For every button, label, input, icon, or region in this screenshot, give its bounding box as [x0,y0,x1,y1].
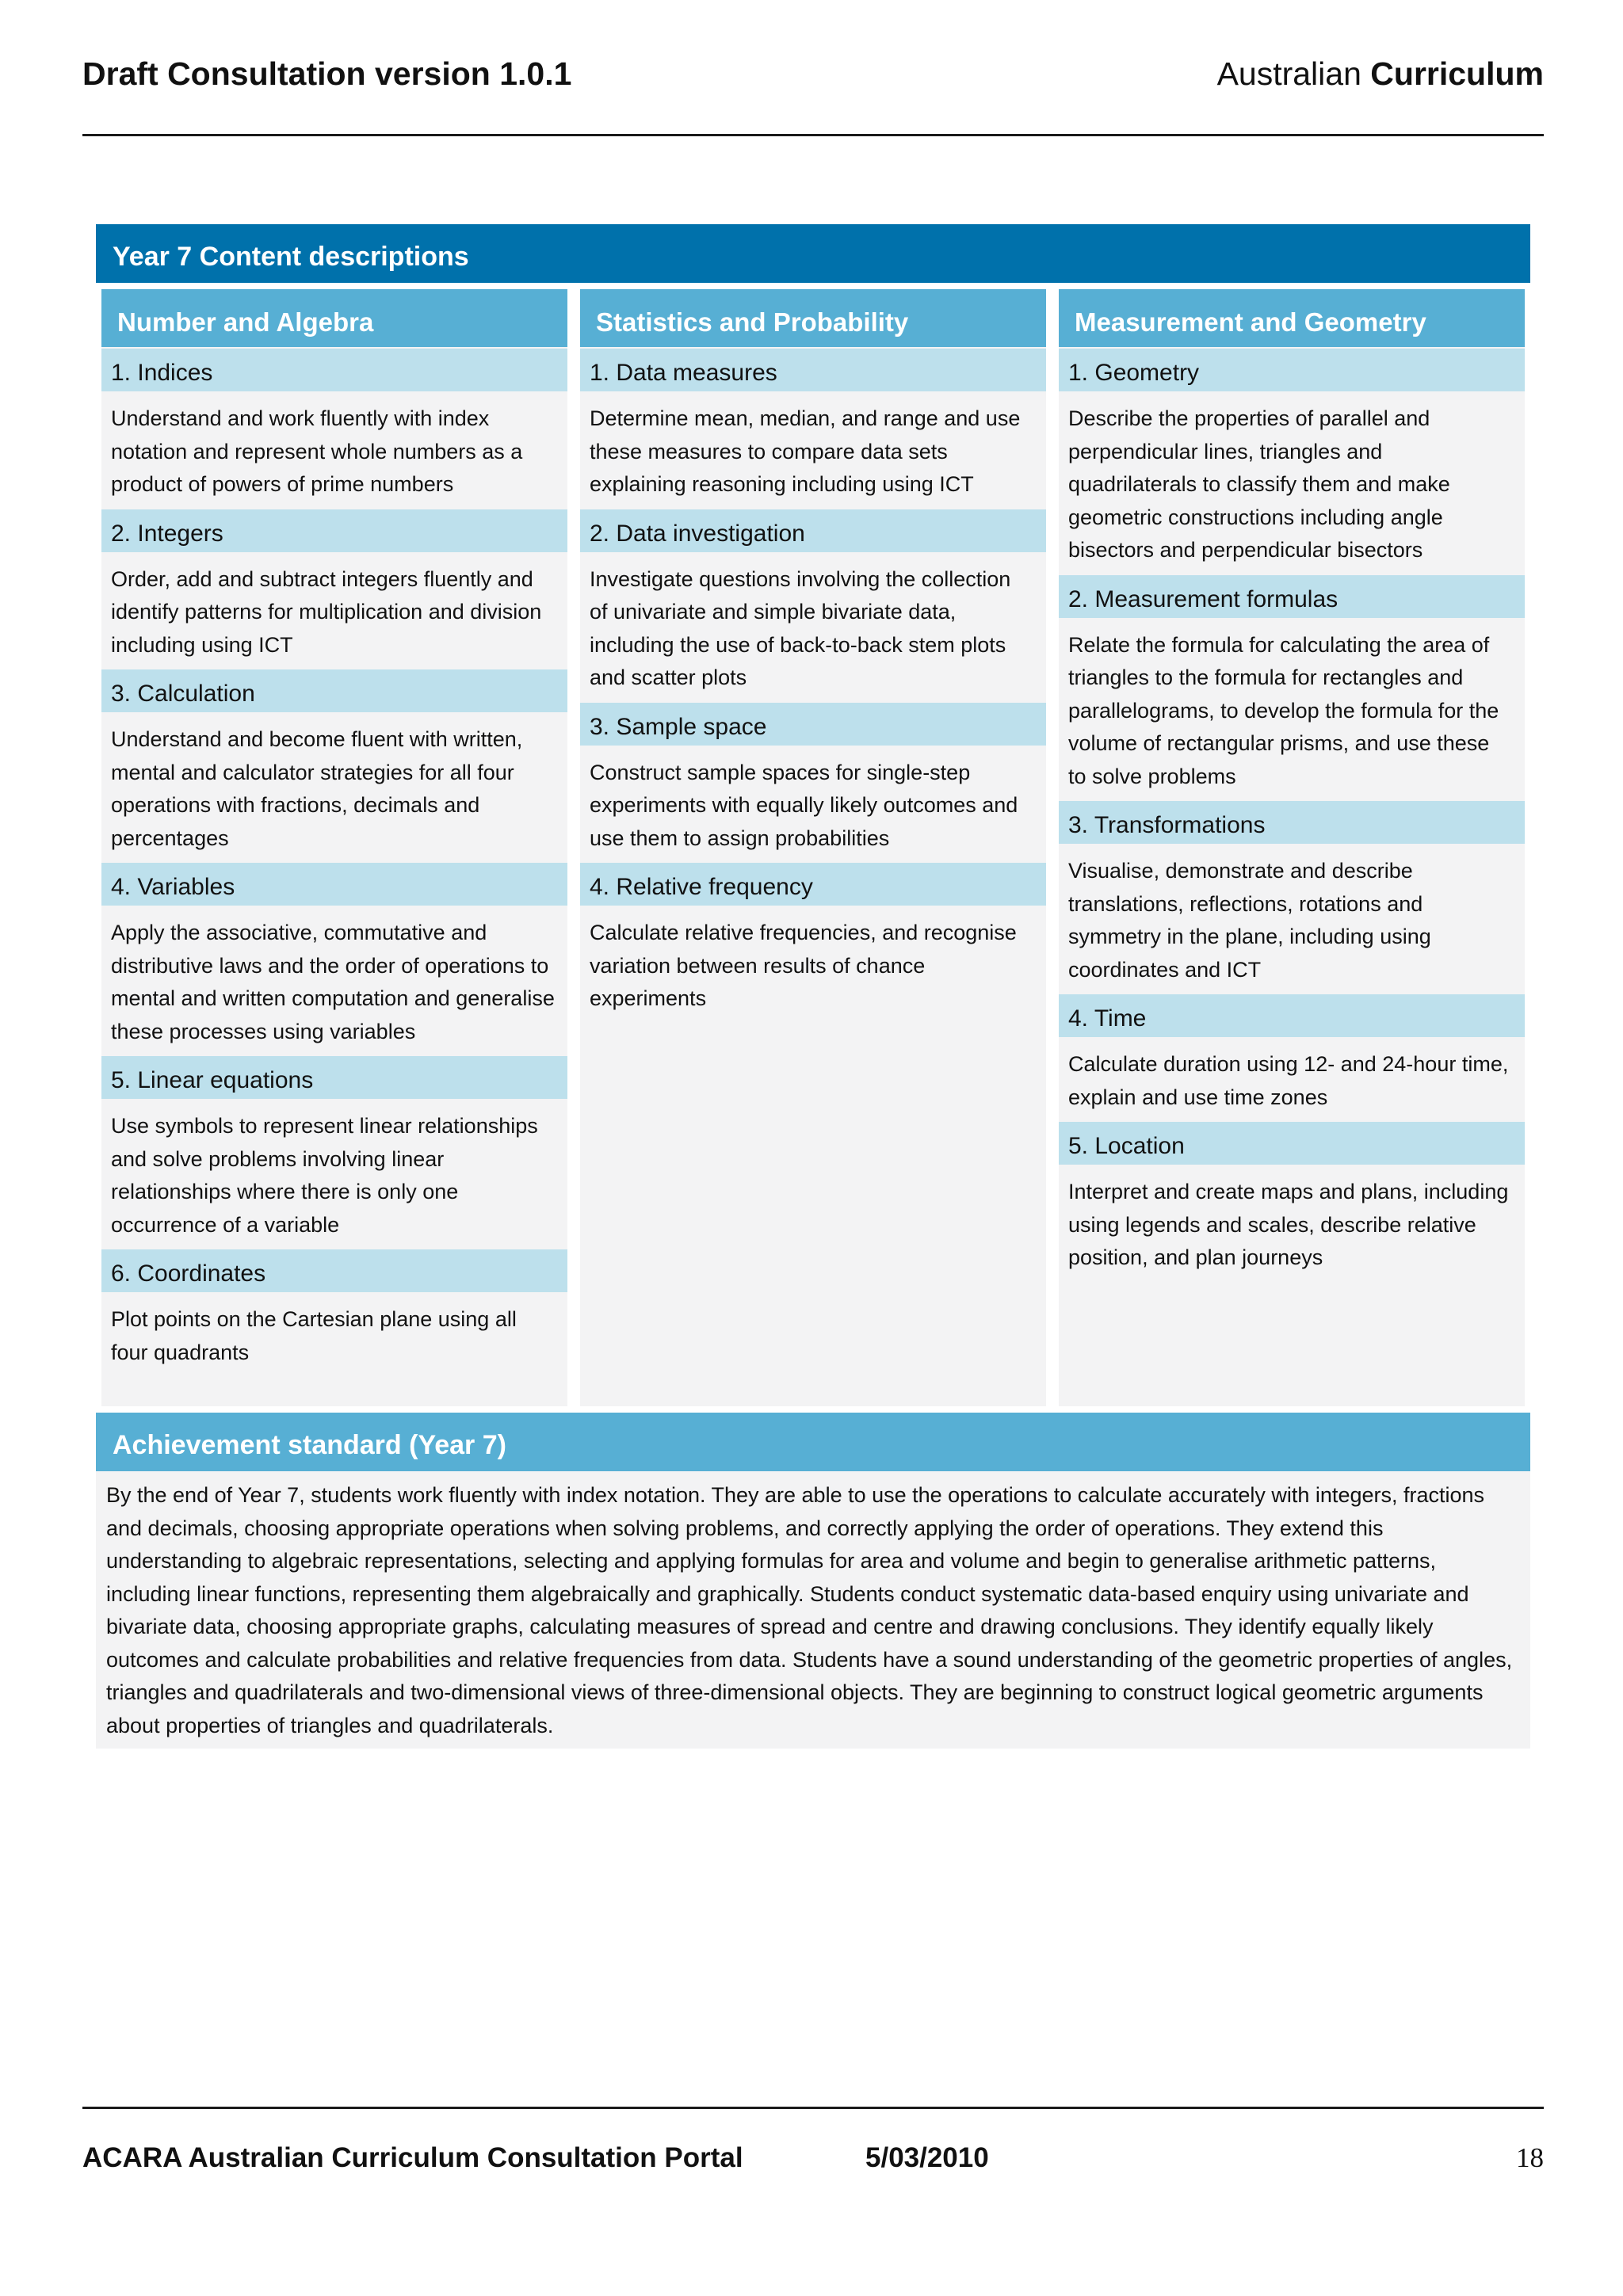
topic-heading: 2. Measurement formulas [1059,575,1525,618]
page-number: 18 [1516,2142,1544,2173]
topic-description: Relate the formula for calculating the area of triangles to the formula for rectangles and parallelograms, to develop the formula for the volume of rectangular prisms, and use these to solve problems [1068,632,1499,788]
topic-description: Describe the properties of parallel and perpendicular lines, triangles and quadrilaterals to classify them and make geometric constructions including angle bisectors and perpendicular bisectors [1068,406,1450,562]
topic-description: Calculate duration using 12- and 24-hour time, explain and use time zones [1068,1052,1509,1109]
topic-heading: 4. Variables [101,863,567,906]
topic-heading: 4. Relative frequency [580,863,1046,906]
topic-description: Apply the associative, commutative and distributive laws and the order of operations to mental and written computation and generalise these processes using variables [111,921,555,1043]
topic-description: Visualise, demonstrate and describe translations, reflections, rotations and symmetry in the plane, including using coordinates and ICT [1068,859,1431,982]
topic-heading: 4. Time [1059,994,1525,1037]
topic-heading: 2. Data investigation [580,509,1046,552]
topic-description: Interpret and create maps and plans, including using legends and scales, describe relative position, and plan journeys [1068,1180,1509,1269]
strand-column-number-algebra [101,289,567,1406]
footer-portal-name: ACARA Australian Curriculum Consultation Portal [82,2142,743,2173]
topic-description: Understand and become fluent with written, mental and calculator strategies for all four operations with fractions, decimals and percentages [111,727,523,850]
topic-heading: 2. Integers [101,509,567,552]
topic-heading: 1. Geometry [1059,349,1525,391]
topic-heading: 1. Data measures [580,349,1046,391]
topic-description: Use symbols to represent linear relationships and solve problems involving linear relationships where there is only one occurrence of a variable [111,1114,538,1237]
topic-description: Calculate relative frequencies, and recognise variation between results of chance experiments [590,921,1017,1010]
strand-column-statistics-probability [580,289,1046,1406]
topic-heading: 6. Coordinates [101,1249,567,1292]
achievement-standard-text: By the end of Year 7, students work fluently with index notation. They are able to use the operations to calculate accurately with integers, fractions and decimals, choosing appropriate operations when solving problems, and correctly applying the order of operations. They extend this understanding to algebraic representations, selecting and applying formulas for area and volume and begin to generalise arithmetic patterns, including linear functions, representing them algebraically and graphically. Students conduct systematic data-based enquiry using univariate and bivariate data, choosing appropriate graphs, calculating measures of spread and centre and drawing conclusions. They identify equally likely outcomes and calculate probabilities and relative frequencies from data. Students have a sound understanding of the geometric properties of angles, triangles and quadrilaterals and two-dimensional views of three-dimensional objects. They are beginning to construct logical geometric arguments about properties of triangles and quadrilaterals. [96,1471,1530,1749]
topic-description: Understand and work fluently with index notation and represent whole numbers as a product of powers of prime numbers [111,406,523,496]
achievement-standard-heading: Achievement standard (Year 7) [96,1413,1530,1471]
topic-description: Investigate questions involving the collection of univariate and simple bivariate data, including the use of back-to-back stem plots and scatter plots [590,566,1011,689]
strand-title: Number and Algebra [101,289,567,347]
brand-prefix: Australian [1216,55,1361,92]
topic-description: Determine mean, median, and range and use these measures to compare data sets explaining reasoning including using ICT [590,406,1021,496]
strand-title: Measurement and Geometry [1059,289,1525,347]
content-descriptions-banner: Year 7 Content descriptions [96,224,1530,283]
topic-heading: 3. Calculation [101,669,567,712]
topic-description: Order, add and subtract integers fluently and identify patterns for multiplication and division including using ICT [111,566,542,657]
strand-title: Statistics and Probability [580,289,1046,347]
topic-heading: 3. Transformations [1059,801,1525,844]
document-title: Draft Consultation version 1.0.1 [82,55,572,92]
topic-description: Construct sample spaces for single-step experiments with equally likely outcomes and use them to assign probabilities [590,760,1018,850]
curriculum-brand [1217,55,1544,93]
topic-heading: 1. Indices [101,349,567,391]
topic-heading: 3. Sample space [580,703,1046,746]
page-header [82,0,1544,136]
strand-columns [96,283,1530,1406]
strand-column-measurement-geometry [1059,289,1525,1406]
content-area [96,224,1530,1749]
topic-heading: 5. Location [1059,1122,1525,1165]
footer-date: 5/03/2010 [865,2142,989,2173]
page-footer [82,2107,1544,2172]
brand-bold: Curriculum [1370,55,1544,92]
topic-heading: 5. Linear equations [101,1056,567,1099]
topic-description: Plot points on the Cartesian plane using all four quadrants [111,1307,517,1364]
